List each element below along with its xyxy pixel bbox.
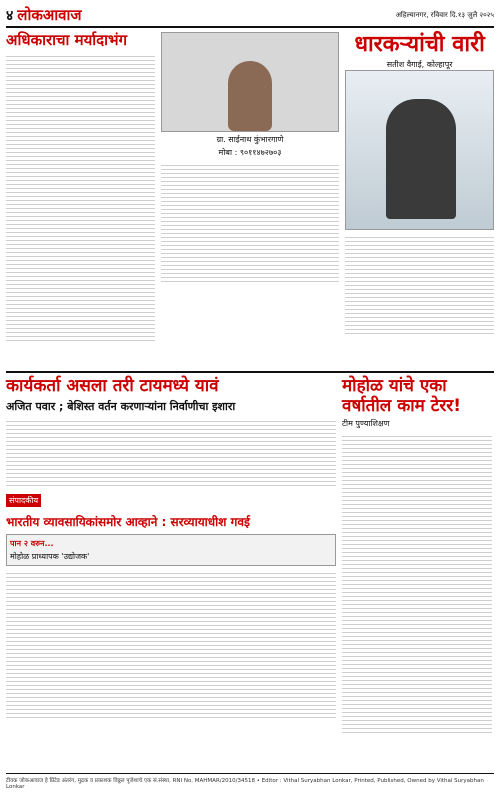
masthead (6, 4, 494, 28)
right-middle-tag: टीम पुण्याशिक्षण (342, 419, 390, 429)
author-photo (161, 32, 340, 132)
main-headline: कार्यकर्ता असला तरी टायमध्ये यावं (6, 376, 219, 396)
main-article-text (6, 418, 336, 488)
right-headline: धारकऱ्यांची वारी (354, 32, 485, 57)
author-phone: मोबा : ९०११४७२७०३ (218, 148, 282, 157)
box-subtitle: मोहोळ प्राध्यापक 'उद्योजक' (10, 551, 90, 561)
middle-section (6, 371, 494, 781)
statue-photo (345, 70, 494, 230)
center-article-text (161, 162, 340, 282)
second-headline: भारतीय व्यावसायिकांसमोर आव्हाने : सरव्यायाधीश गवई (6, 514, 250, 529)
continued-box (6, 534, 336, 566)
page-number: ४ (6, 7, 14, 24)
left-headline: अधिकाराचा मर्यादाभंग (6, 31, 128, 49)
author-name: ग्रा. साईनाथ कुंभारगाणे (216, 135, 284, 144)
right-middle-text (342, 433, 492, 733)
right-column (345, 32, 494, 367)
left-column (6, 32, 155, 367)
left-article-text (6, 53, 155, 343)
right-byline: सतीश वैगाई, कोल्हापूर (386, 60, 453, 70)
right-article-text (345, 234, 494, 334)
main-subhead: अजित पवार ; बेशिस्त वर्तन करणाऱ्यांना निर्वाणीचा इशारा (6, 399, 236, 413)
box-title: पान २ वरुन... (10, 538, 54, 548)
imprint-footer: टीवक जोकआवाज हे प्रिंटेड अंतरंग, मुद्रक व प्रकाशक विठ्ठल पूजेशाचे एक सं.संस्था, RNI No. MAHMAR/2010/34518 • Editor : Vithal Suryabhan Lonkar, Printed, Published, Owned by Vithal Suryabhan Lonkar (6, 773, 494, 791)
editorial-tag: संपादकीय (6, 494, 41, 507)
newspaper-logo: लोकआवाज (17, 6, 82, 24)
second-article-text (6, 570, 336, 720)
right-middle-headline: मोहोळ यांचे एका वर्षातील काम टेरर! (342, 376, 461, 416)
top-section (6, 32, 494, 367)
dateline: अहिल्यानगर, रविवार दि.१३ जुलै २०२५ (395, 10, 494, 19)
center-column (161, 32, 340, 367)
